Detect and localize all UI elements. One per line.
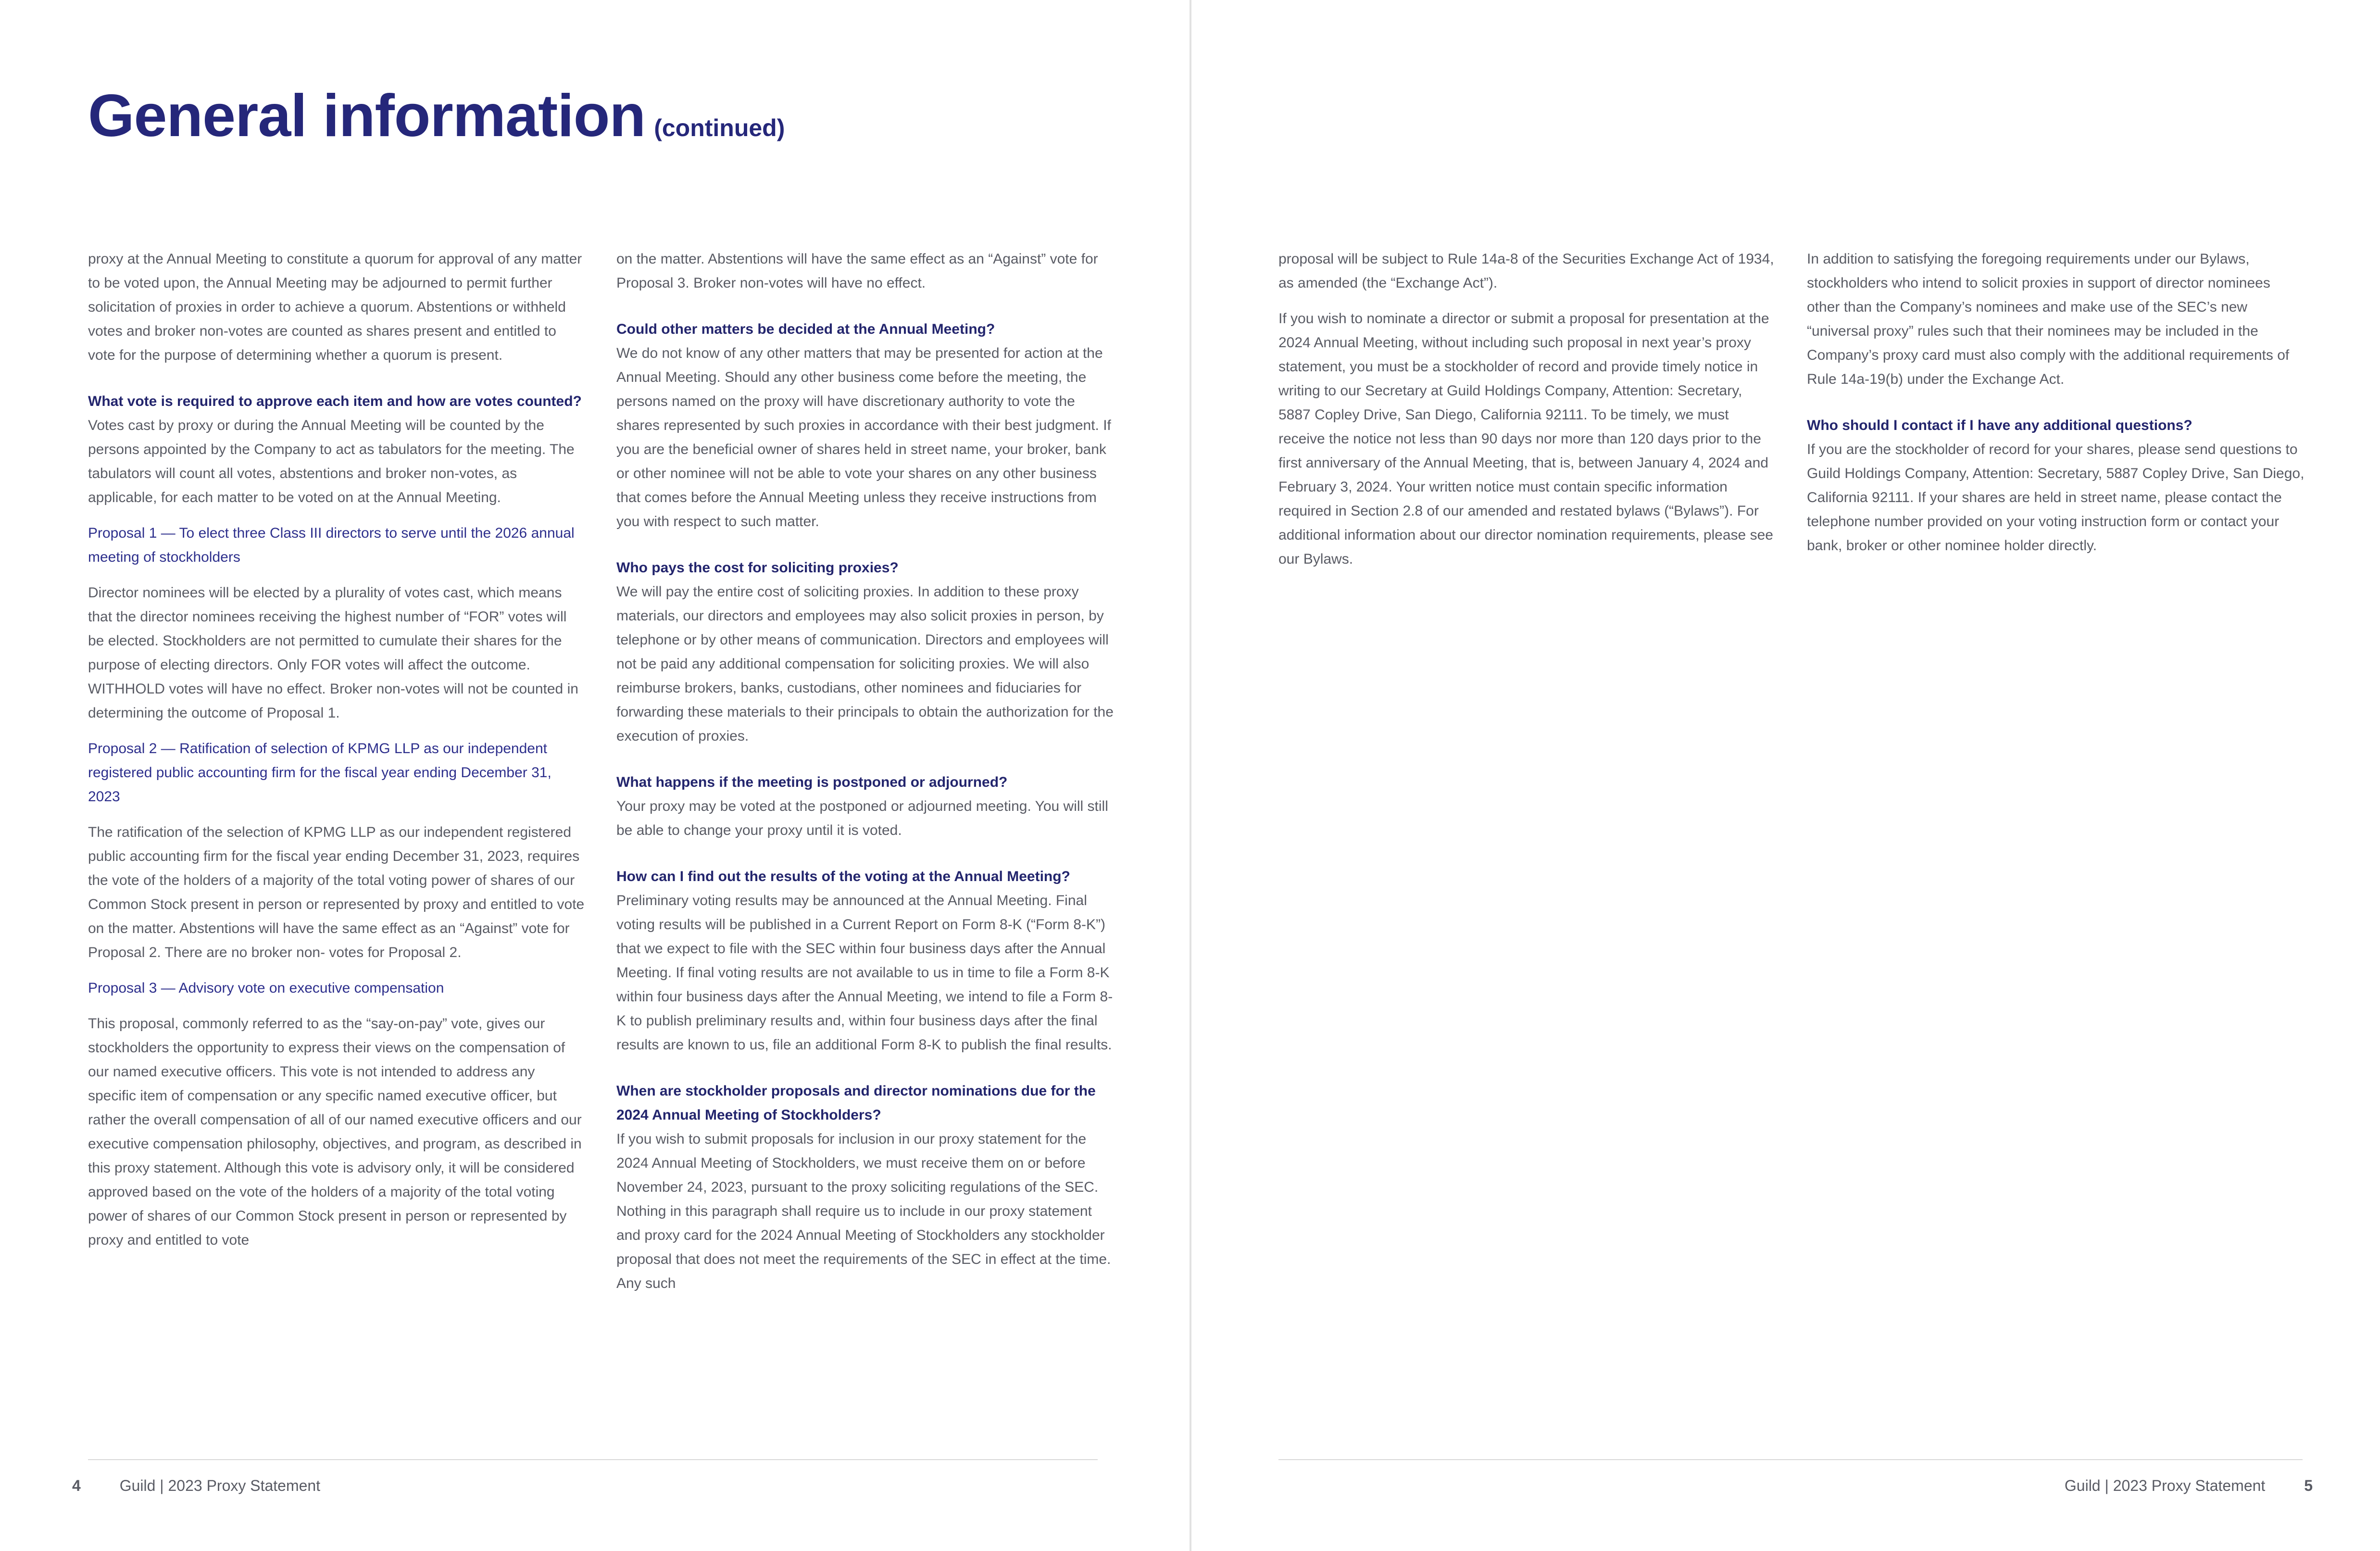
postponed-heading: What happens if the meeting is postponed or adjourned? <box>616 774 1008 790</box>
page-spread-divider <box>1190 0 1191 1551</box>
left-footer <box>72 1474 320 1498</box>
proposal-2-heading: Proposal 2 — Ratification of selection of KPMG LLP as our independent registered public accounting firm for the fiscal year ending December 31, 2023 <box>88 741 551 805</box>
left-page-column-1 <box>88 247 586 1264</box>
other-matters-heading: Could other matters be decided at the Annual Meeting? <box>616 321 995 337</box>
proposal-1-heading: Proposal 1 — To elect three Class III directors to serve until the 2026 annual meeting of stockholders <box>88 525 575 565</box>
proposal-3-text: This proposal, commonly referred to as the “say-on-pay” vote, gives our stockholders the opportunity to express their views on the compensation of our named executive officers. This vote is not intended to address any specific item of compensation or any specific named executive officer, but rather the overall compensation of all of our named executive officers and our executive compensation philosophy, objectives, and program, as described in this proxy statement. Although this vote is advisory only, it will be considered approved based on the vote of the holders of a majority of the total voting power of shares of our Common Stock present in person or represented by proxy and entitled to vote <box>88 1016 582 1248</box>
right-page-column-2 <box>1807 247 2305 580</box>
proposal-2-text: The ratification of the selection of KPMG LLP as our independent registered public accounting firm for the fiscal year ending December 31, 2023, requires the vote of the holders of a majority of the total voting power of shares of our Common Stock present in person or represented by proxy and entitled to vote on the matter. Abstentions will have the same effect as an “Against” vote for Proposal 2. There are no broker non- votes for Proposal 2. <box>88 824 585 960</box>
right-page-column-1 <box>1278 247 1776 583</box>
voting-results-section <box>616 865 1114 1057</box>
universal-proxy-paragraph: In addition to satisfying the foregoing requirements under our Bylaws, stockholders who intend to solicit proxies in support of director nominees other than the Company’s nominees and make use of the SEC’s new “universal proxy” rules such that their nominees may be included in the Company’s proxy card must also comply with the additional requirements of Rule 14a-19(b) under the Exchange Act. <box>1807 251 2290 387</box>
voting-results-heading: How can I find out the results of the voting at the Annual Meeting? <box>616 869 1070 884</box>
postponed-section <box>616 770 1114 843</box>
solicitation-cost-section <box>616 556 1114 748</box>
right-footer-rule <box>1278 1459 2303 1460</box>
other-matters-answer: We do not know of any other matters that may be presented for action at the Annual Meeting. Should any other business come before the meeting, the persons named on the proxy will have discretionary authority to vote the shares represented by such proxies in accordance with their best judgment. If you are the beneficial owner of shares held in street name, your broker, bank or other nominee will not be able to vote your shares on any other business that comes before the Annual Meeting unless they receive instructions from you with respect to such matter. <box>616 345 1111 530</box>
contact-answer: If you are the stockholder of record for your shares, please send questions to Guild Holdings Company, Attention: Secretary, 5887 Copley Drive, San Diego, California 92111. If your shares are held in street name, please contact the telephone number provided on your voting instruction form or contact your bank, broker or other nominee holder directly. <box>1807 441 2305 554</box>
postponed-answer: Your proxy may be voted at the postponed or adjourned meeting. You will still be able to change your proxy until it is voted. <box>616 798 1108 838</box>
proposals-due-heading: When are stockholder proposals and director nominations due for the 2024 Annual Meeting of Stockholders? <box>616 1083 1096 1123</box>
right-footer <box>2065 1474 2313 1498</box>
left-footer-label: Guild | 2023 Proxy Statement <box>119 1477 321 1494</box>
page-title-continued: (continued) <box>654 114 785 141</box>
left-page-column-2 <box>616 247 1114 1318</box>
contact-section <box>1807 414 2305 558</box>
left-page-number: 4 <box>72 1477 81 1494</box>
page-title-main: General information <box>88 83 646 149</box>
page-title <box>88 82 785 150</box>
right-page-number: 5 <box>2304 1477 2313 1494</box>
contact-heading: Who should I contact if I have any additional questions? <box>1807 417 2192 433</box>
solicitation-cost-answer: We will pay the entire cost of soliciting proxies. In addition to these proxy materials, our directors and employees may also solicit proxies in person, by telephone or by other means of communication. Directors and employees will not be paid any additional compensation for soliciting proxies. We will also reimburse brokers, banks, custodians, other nominees and fiduciaries for forwarding these materials to their principals to obtain the authorization for the execution of proxies. <box>616 584 1114 744</box>
proposal-3-heading: Proposal 3 — Advisory vote on executive compensation <box>88 980 444 996</box>
right-footer-label: Guild | 2023 Proxy Statement <box>2064 1477 2266 1494</box>
proposal-1-text: Director nominees will be elected by a plurality of votes cast, which means that the director nominees receiving the highest number of “FOR” votes will be elected. Stockholders are not permitted to cumulate their shares for the purpose of electing directors. Only FOR votes will affect the outcome. WITHHOLD votes will have no effect. Broker non-votes will not be counted in determining the outcome of Proposal 1. <box>88 585 578 721</box>
proposal-3-continued-text: on the matter. Abstentions will have the same effect as an “Against” vote for Proposal 3. Broker non-votes will have no effect. <box>616 251 1098 291</box>
proposals-due-section <box>616 1079 1114 1296</box>
voting-results-answer: Preliminary voting results may be announced at the Annual Meeting. Final voting results will be published in a Current Report on Form 8-K (“Form 8-K”) that we expect to file with the SEC within four business days after the Annual Meeting. If final voting results are not available to us in time to file a Form 8-K within four business days after the Annual Meeting, we intend to file a Form 8-K to publish preliminary results and, within four business days after the final results are known to us, file an additional Form 8-K to publish the final results. <box>616 893 1113 1053</box>
other-matters-section <box>616 317 1114 534</box>
vote-required-answer: Votes cast by proxy or during the Annual Meeting will be counted by the persons appointed by the Company to act as tabulators for the meeting. The tabulators will count all votes, abstentions and broker non-votes, as applicable, for each matter to be voted on at the Annual Meeting. <box>88 417 575 505</box>
solicitation-cost-heading: Who pays the cost for soliciting proxies? <box>616 560 899 576</box>
proposals-due-answer: If you wish to submit proposals for inclusion in our proxy statement for the 2024 Annual Meeting of Stockholders, we must receive them on or before November 24, 2023, pursuant to the proxy soliciting regulations of the SEC. Nothing in this paragraph shall require us to include in our proxy statement and proxy card for the 2024 Annual Meeting of Stockholders any stockholder proposal that does not meet the requirements of the SEC in effect at the time. Any such <box>616 1131 1111 1291</box>
nominate-director-paragraph: If you wish to nominate a director or submit a proposal for presentation at the 2024 Annual Meeting, without including such proposal in next year’s proxy statement, you must be a stockholder of record and provide timely notice in writing to our Secretary at Guild Holdings Company, Attention: Secretary, 5887 Copley Drive, San Diego, California 92111. To be timely, we must receive the notice not less than 90 days nor more than 120 days prior to the first anniversary of the Annual Meeting, that is, between January 4, 2024 and February 3, 2024. Your written notice must contain specific information required in Section 2.8 of our amended and restated bylaws (“Bylaws”). For additional information about our director nomination requirements, please see our Bylaws. <box>1278 311 1773 567</box>
left-footer-rule <box>88 1459 1098 1460</box>
vote-required-heading: What vote is required to approve each item and how are votes counted? <box>88 393 582 409</box>
vote-required-section <box>88 390 586 510</box>
quorum-paragraph: proxy at the Annual Meeting to constitute a quorum for approval of any matter to be voted upon, the Annual Meeting may be adjourned to permit further solicitation of proxies in order to achieve a quorum. Abstentions or withheld votes and broker non-votes are counted as shares present and entitled to vote for the purpose of determining whether a quorum is present. <box>88 251 582 363</box>
rule-14a8-paragraph: proposal will be subject to Rule 14a-8 of the Securities Exchange Act of 1934, as amended (the “Exchange Act”). <box>1278 251 1774 291</box>
